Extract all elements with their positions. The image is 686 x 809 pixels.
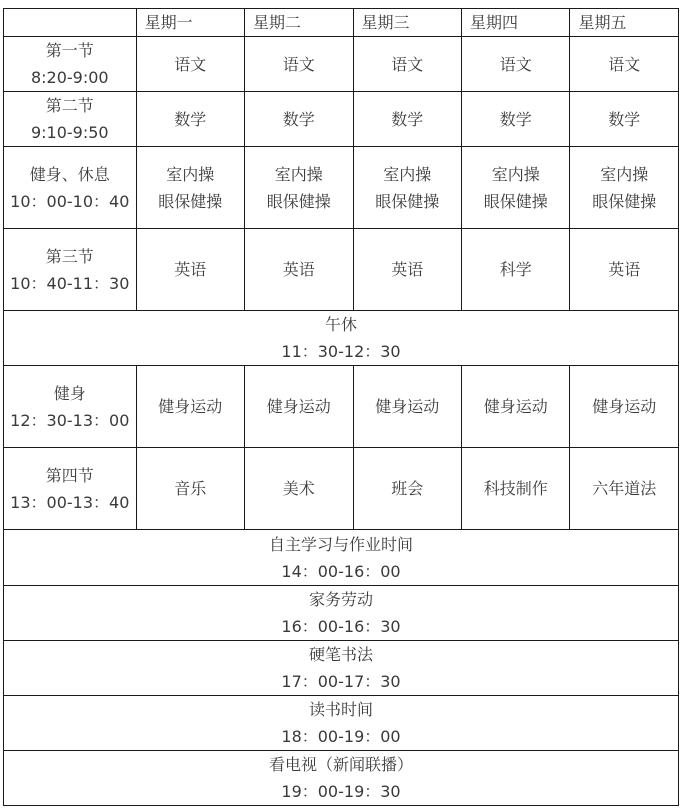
time-range: 18：00-19：00 xyxy=(281,727,401,746)
activity-label: 午休 xyxy=(324,315,357,334)
table-row xyxy=(4,147,679,229)
time-range: 9:10-9:50 xyxy=(30,123,109,142)
header-row xyxy=(4,9,679,37)
table-row xyxy=(4,530,679,586)
period-cell xyxy=(4,92,137,147)
day-header: 星期一 xyxy=(136,9,244,37)
table-row xyxy=(4,448,679,530)
subject-cell: 英语 xyxy=(353,229,461,311)
subject-cell: 健身运动 xyxy=(570,366,679,448)
subject-cell: 语文 xyxy=(570,37,679,92)
period-label: 健身、休息 xyxy=(29,164,110,184)
time-range: 11：30-12：30 xyxy=(281,342,401,361)
table-row xyxy=(4,751,679,806)
subject-cell: 室内操 眼保健操 xyxy=(570,147,679,229)
full-row-cell xyxy=(4,696,679,751)
day-header: 星期三 xyxy=(353,9,461,37)
time-range: 13：00-13：40 xyxy=(10,492,130,512)
day-header: 星期五 xyxy=(570,9,679,37)
subject-cell: 英语 xyxy=(136,229,244,311)
time-range: 10：40-11：30 xyxy=(10,273,130,293)
time-range: 12：30-13：00 xyxy=(10,410,130,430)
period-label: 第一节 xyxy=(45,41,94,60)
period-cell xyxy=(4,37,137,92)
table-row xyxy=(4,37,679,92)
timetable xyxy=(3,8,679,806)
table-row xyxy=(4,696,679,751)
activity-label: 家务劳动 xyxy=(308,590,373,609)
time-range: 10：00-10：40 xyxy=(10,191,130,211)
subject-cell: 科技制作 xyxy=(461,448,569,530)
time-range: 17：00-17：30 xyxy=(281,672,401,691)
subject-cell: 语文 xyxy=(461,37,569,92)
subject-cell: 语文 xyxy=(353,37,461,92)
period-cell xyxy=(4,448,137,530)
period-label: 第二节 xyxy=(45,96,94,115)
activity-label: 硬笔书法 xyxy=(308,645,373,664)
subject-cell: 英语 xyxy=(245,229,353,311)
subject-cell: 语文 xyxy=(136,37,244,92)
subject-cell: 美术 xyxy=(245,448,353,530)
day-header xyxy=(4,9,137,37)
time-range: 14：00-16：00 xyxy=(281,561,401,581)
full-row-cell xyxy=(4,641,679,696)
subject-cell: 健身运动 xyxy=(461,366,569,448)
table-row xyxy=(4,641,679,696)
subject-cell: 数学 xyxy=(461,92,569,147)
subject-cell: 数学 xyxy=(136,92,244,147)
full-row-cell xyxy=(4,586,679,641)
table-row xyxy=(4,366,679,448)
period-label: 健身 xyxy=(53,383,86,403)
period-cell xyxy=(4,366,137,448)
table-row xyxy=(4,92,679,147)
activity-label: 自主学习与作业时间 xyxy=(268,534,413,554)
time-range: 16：00-16：30 xyxy=(281,617,401,636)
subject-cell: 室内操 眼保健操 xyxy=(353,147,461,229)
full-row-cell xyxy=(4,311,679,366)
subject-cell: 室内操 眼保健操 xyxy=(136,147,244,229)
day-header: 星期二 xyxy=(245,9,353,37)
subject-cell: 语文 xyxy=(245,37,353,92)
activity-label: 看电视（新闻联播） xyxy=(268,755,413,774)
subject-cell: 英语 xyxy=(570,229,679,311)
subject-cell: 室内操 眼保健操 xyxy=(245,147,353,229)
period-label: 第四节 xyxy=(45,465,94,485)
subject-cell: 室内操 眼保健操 xyxy=(461,147,569,229)
subject-cell: 数学 xyxy=(245,92,353,147)
subject-cell: 健身运动 xyxy=(136,366,244,448)
table-row xyxy=(4,311,679,366)
time-range: 19：00-19：30 xyxy=(281,782,401,801)
subject-cell: 六年道法 xyxy=(570,448,679,530)
table-row xyxy=(4,586,679,641)
subject-cell: 健身运动 xyxy=(353,366,461,448)
day-header: 星期四 xyxy=(461,9,569,37)
subject-cell: 数学 xyxy=(570,92,679,147)
subject-cell: 数学 xyxy=(353,92,461,147)
subject-cell: 音乐 xyxy=(136,448,244,530)
full-row-cell xyxy=(4,751,679,806)
full-row-cell xyxy=(4,530,679,586)
subject-cell: 科学 xyxy=(461,229,569,311)
period-cell xyxy=(4,147,137,229)
subject-cell: 健身运动 xyxy=(245,366,353,448)
table-row xyxy=(4,229,679,311)
activity-label: 读书时间 xyxy=(308,700,373,719)
time-range: 8:20-9:00 xyxy=(30,68,109,87)
period-cell xyxy=(4,229,137,311)
subject-cell: 班会 xyxy=(353,448,461,530)
period-label: 第三节 xyxy=(45,246,94,266)
